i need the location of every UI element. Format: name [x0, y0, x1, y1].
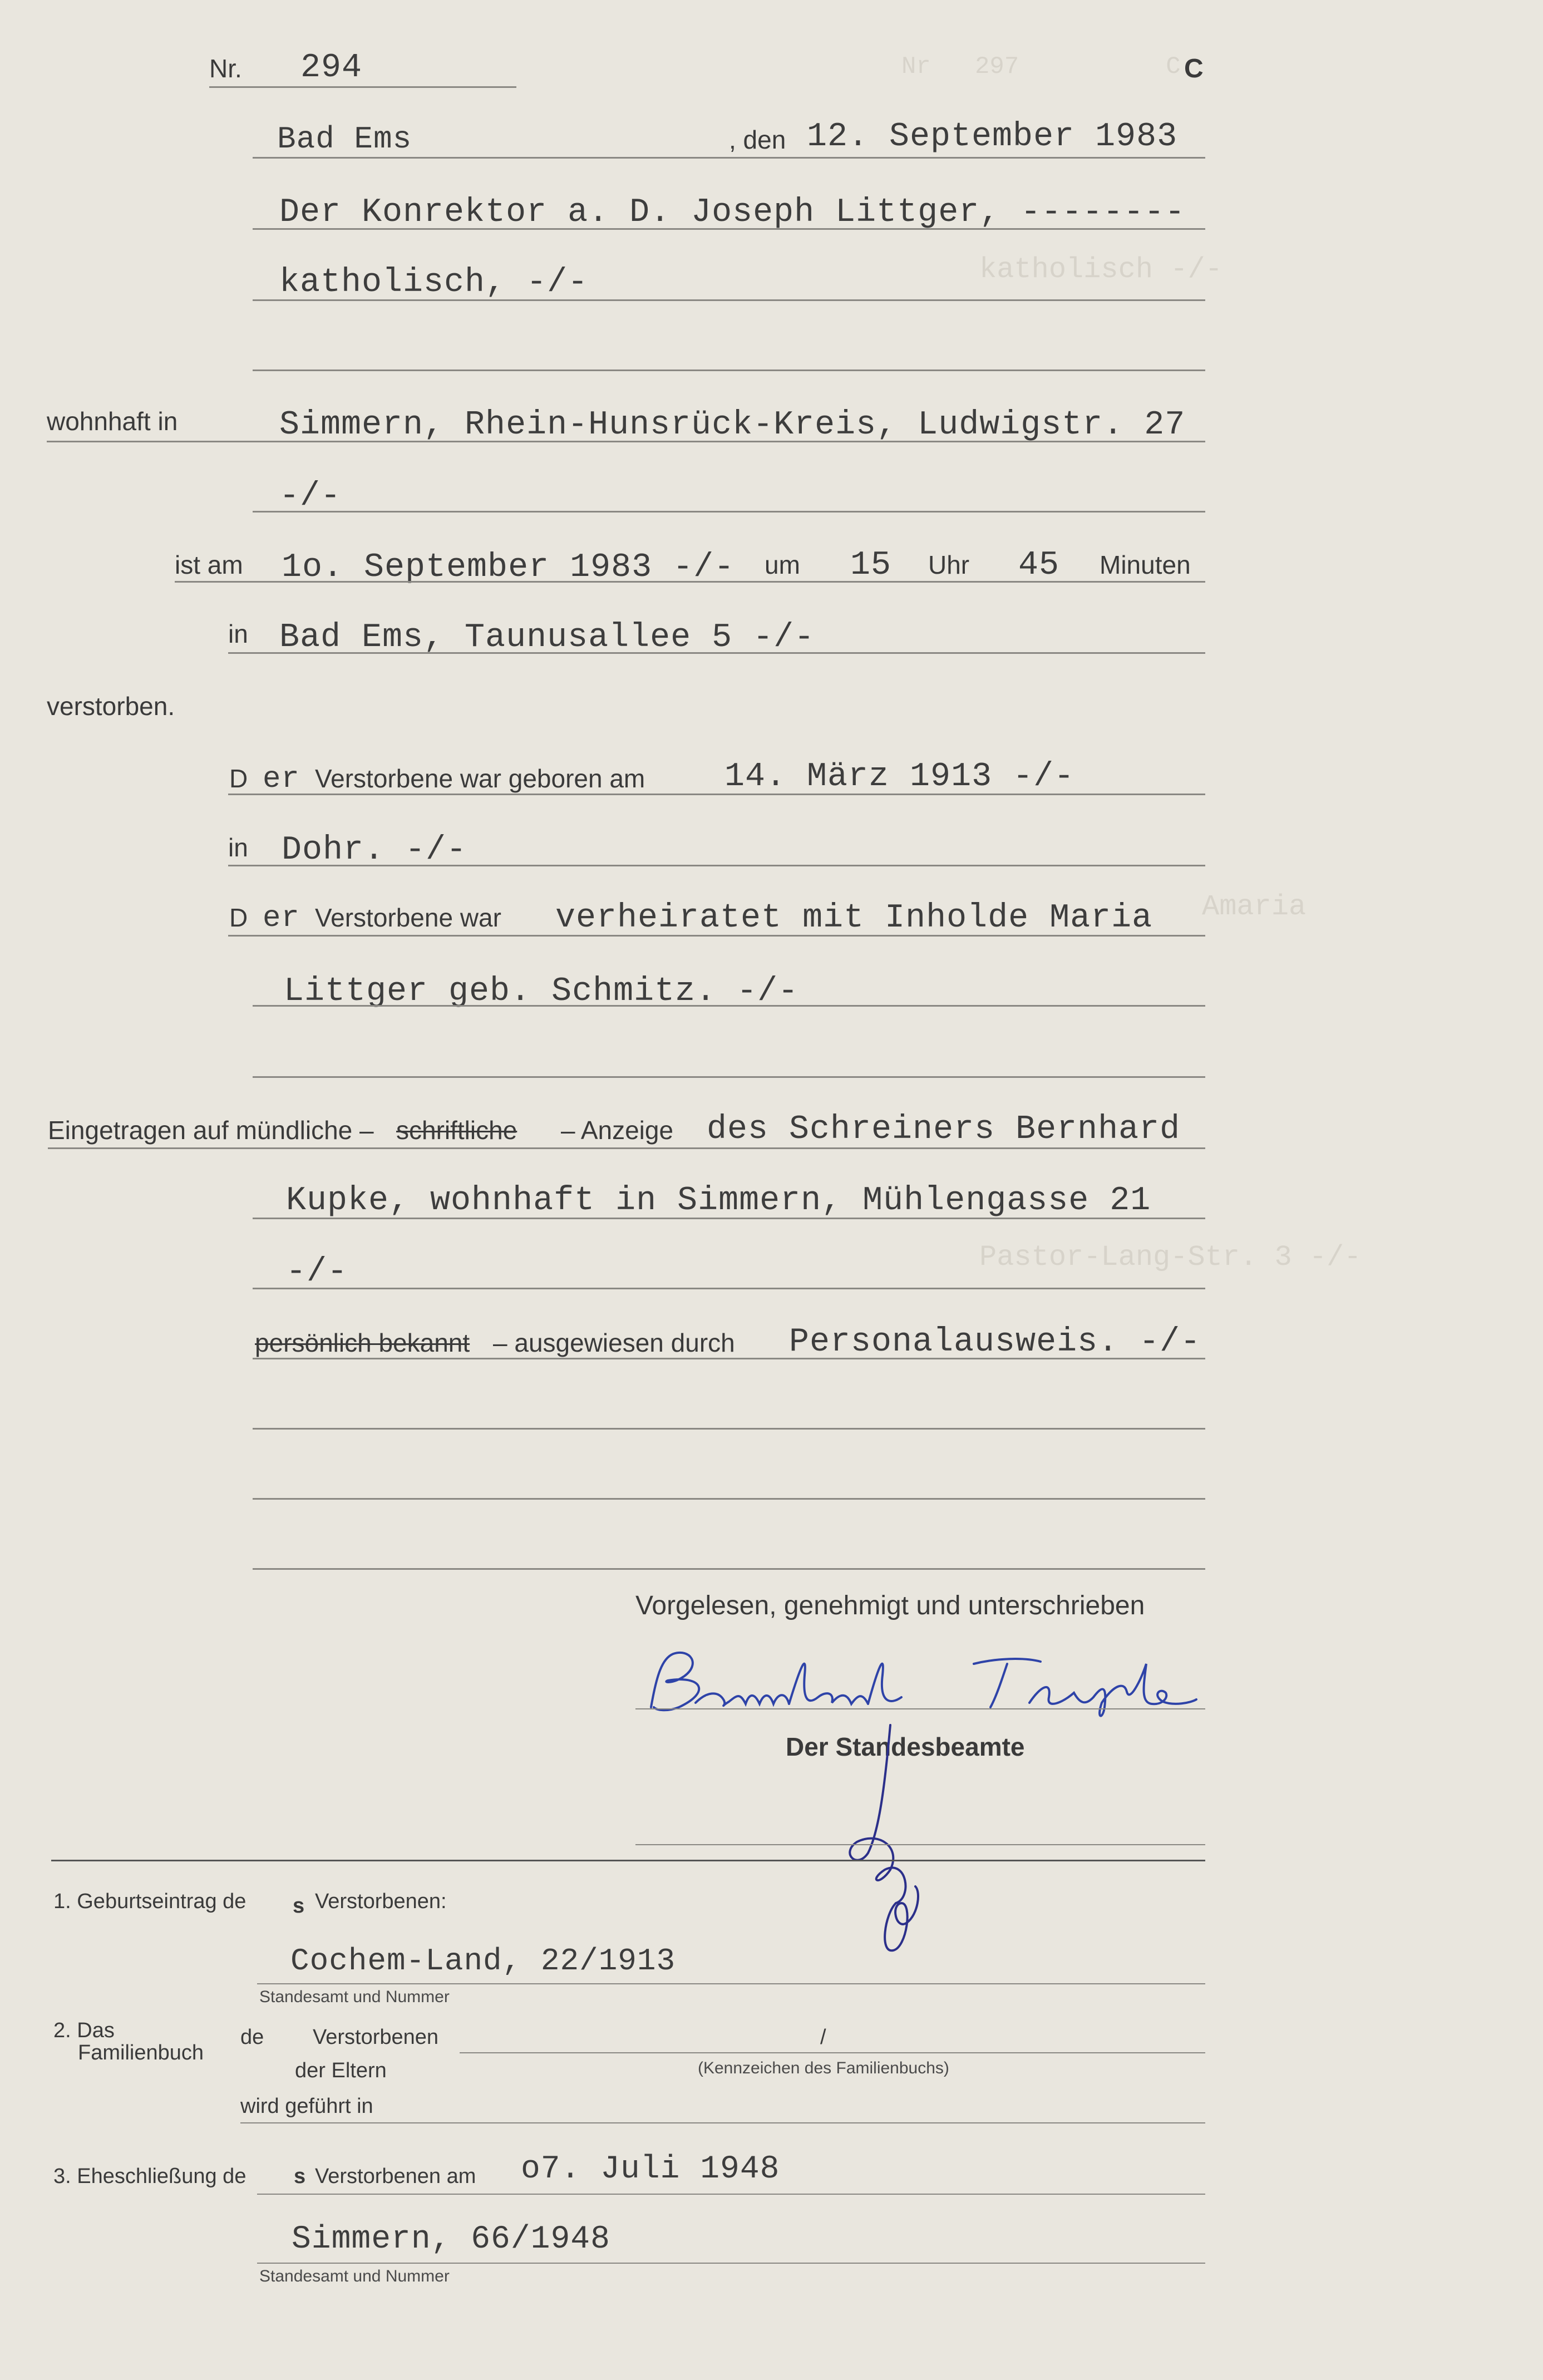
deceased-underline-3: [253, 369, 1205, 371]
death-time-underline: [175, 581, 1205, 583]
family-book-slash: /: [820, 2026, 826, 2049]
bleed-through-ghost-text: katholisch -/-: [979, 253, 1222, 286]
ist-am-label: ist am: [175, 550, 243, 579]
read-approved-signed-caption: Vorgelesen, genehmigt und unterschrieben: [635, 1591, 1145, 1620]
birth-entry-suffix: Verstorbenen:: [315, 1890, 447, 1913]
id-underline: [253, 1358, 1205, 1359]
birth-place: Dohr. -/-: [282, 831, 467, 869]
death-date: 1o. September 1983 -/-: [282, 549, 735, 587]
entry-number: 294: [300, 49, 363, 87]
registrar-signature-line: [635, 1844, 1205, 1845]
deceased-name-line: Der Konrektor a. D. Joseph Littger, --------: [279, 194, 1186, 231]
death-minutes: 45: [1018, 546, 1060, 584]
residence-line-2: -/-: [279, 477, 342, 515]
um-label: um: [765, 550, 800, 579]
residence-label: wohnhaft in: [47, 407, 178, 436]
informant-signature: [640, 1642, 1207, 1719]
birth-entry-underline: [257, 1983, 1205, 1984]
marital-underline-3: [253, 1076, 1205, 1078]
date-label: , den: [729, 125, 786, 154]
registrar-signature: [824, 1719, 957, 1964]
informant-signature-line: [635, 1708, 1205, 1709]
death-hour: 15: [850, 546, 892, 584]
registration-underline-3: [253, 1288, 1205, 1289]
blank-underline-2: [253, 1498, 1205, 1500]
birth-date: 14. März 1913 -/-: [724, 758, 1075, 796]
family-book-wird-underline: [240, 2122, 1205, 2123]
death-place-underline: [228, 652, 1205, 654]
marital-status-line-1: verheiratet mit Inholde Maria: [555, 899, 1153, 937]
marriage-date: o7. Juli 1948: [521, 2151, 780, 2187]
family-book-wird-label: wird geführt in: [240, 2095, 373, 2118]
residence-line-1: Simmern, Rhein-Hunsrück-Kreis, Ludwigstr. 27: [279, 406, 1186, 444]
registration-date: 12. September 1983: [807, 118, 1178, 156]
bleed-through-ghost-text: Amaria: [1202, 890, 1307, 923]
death-place: Bad Ems, Taunusallee 5 -/-: [279, 619, 815, 657]
informant-line-2: Kupke, wohnhaft in Simmern, Mühlengasse 21: [286, 1182, 1151, 1220]
registration-label-anzeige: – Anzeige: [561, 1116, 674, 1145]
residence-underline-2: [253, 511, 1205, 513]
family-book-de-label: de: [240, 2026, 264, 2049]
verstorben-label: verstorben.: [47, 692, 175, 721]
marital-status-line-2: Littger geb. Schmitz. -/-: [284, 973, 799, 1011]
birth-label-gender: er: [263, 762, 300, 796]
id-label: – ausgewiesen durch: [493, 1328, 735, 1357]
birth-place-in-label: in: [228, 833, 248, 862]
birth-entry-gender-s: s: [293, 1894, 305, 1918]
registration-underline-1: [48, 1147, 1205, 1149]
registration-underline-2: [253, 1218, 1205, 1219]
family-book-option-deceased: Verstorbenen: [313, 2026, 439, 2049]
family-book-underline: [460, 2052, 1205, 2053]
marriage-registry-value: Simmern, 66/1948: [292, 2221, 610, 2258]
residence-underline-1: [47, 441, 1205, 442]
minuten-label: Minuten: [1100, 550, 1191, 579]
bleed-through-ghost-text: Nr 297 C: [901, 53, 1181, 81]
family-book-caption: (Kennzeichen des Familienbuchs): [698, 2059, 949, 2077]
id-document: Personalausweis. -/-: [789, 1323, 1201, 1361]
nr-underline: [209, 86, 516, 88]
uhr-label: Uhr: [928, 550, 970, 579]
marriage-registry-caption: Standesamt und Nummer: [259, 2267, 450, 2285]
deceased-underline-1: [253, 228, 1205, 230]
marital-underline-2: [253, 1005, 1205, 1007]
birth-date-underline: [228, 794, 1205, 795]
family-book-label-b: Familienbuch: [78, 2041, 204, 2064]
registry-place: Bad Ems: [277, 121, 412, 157]
marriage-label: 3. Eheschließung de: [53, 2165, 247, 2188]
section-divider: [51, 1860, 1205, 1861]
blank-underline-3: [253, 1568, 1205, 1570]
bleed-through-ghost-text: Pastor-Lang-Str. 3 -/-: [979, 1241, 1362, 1274]
marital-label-prefix: D: [229, 903, 248, 932]
register-letter: C: [1184, 54, 1204, 83]
death-place-in-label: in: [228, 619, 248, 648]
deceased-religion-line: katholisch, -/-: [279, 264, 589, 302]
blank-underline-1: [253, 1428, 1205, 1430]
id-known-struck: persönlich bekannt: [255, 1328, 470, 1357]
informant-line-1: des Schreiners Bernhard: [707, 1111, 1181, 1149]
birth-entry-caption: Standesamt und Nummer: [259, 1988, 450, 2006]
marital-label-text: Verstorbene war: [315, 903, 501, 932]
marital-label-gender: er: [263, 901, 300, 935]
birth-label-text: Verstorbene war geboren am: [315, 764, 645, 793]
place-date-underline: [253, 157, 1205, 159]
family-book-option-parents: der Eltern: [295, 2059, 387, 2082]
birth-entry-value: Cochem-Land, 22/1913: [290, 1943, 676, 1979]
marriage-suffix: Verstorbenen am: [315, 2165, 476, 2188]
registrar-title: Der Standesbeamte: [786, 1732, 1025, 1761]
marital-underline-1: [228, 935, 1205, 937]
registration-label-oral: Eingetragen auf mündliche –: [48, 1116, 374, 1145]
registration-label-written-struck: schriftliche: [396, 1116, 517, 1145]
family-book-label-a: 2. Das: [53, 2019, 115, 2042]
informant-line-3: -/-: [286, 1253, 348, 1291]
marriage-registry-underline: [257, 2263, 1205, 2264]
nr-label: Nr.: [209, 54, 242, 83]
birth-place-underline: [228, 865, 1205, 866]
birth-label-prefix: D: [229, 764, 248, 793]
marriage-date-underline: [257, 2194, 1205, 2195]
deceased-underline-2: [253, 299, 1205, 301]
marriage-gender-s: s: [294, 2165, 306, 2188]
birth-entry-label: 1. Geburtseintrag de: [53, 1890, 247, 1913]
